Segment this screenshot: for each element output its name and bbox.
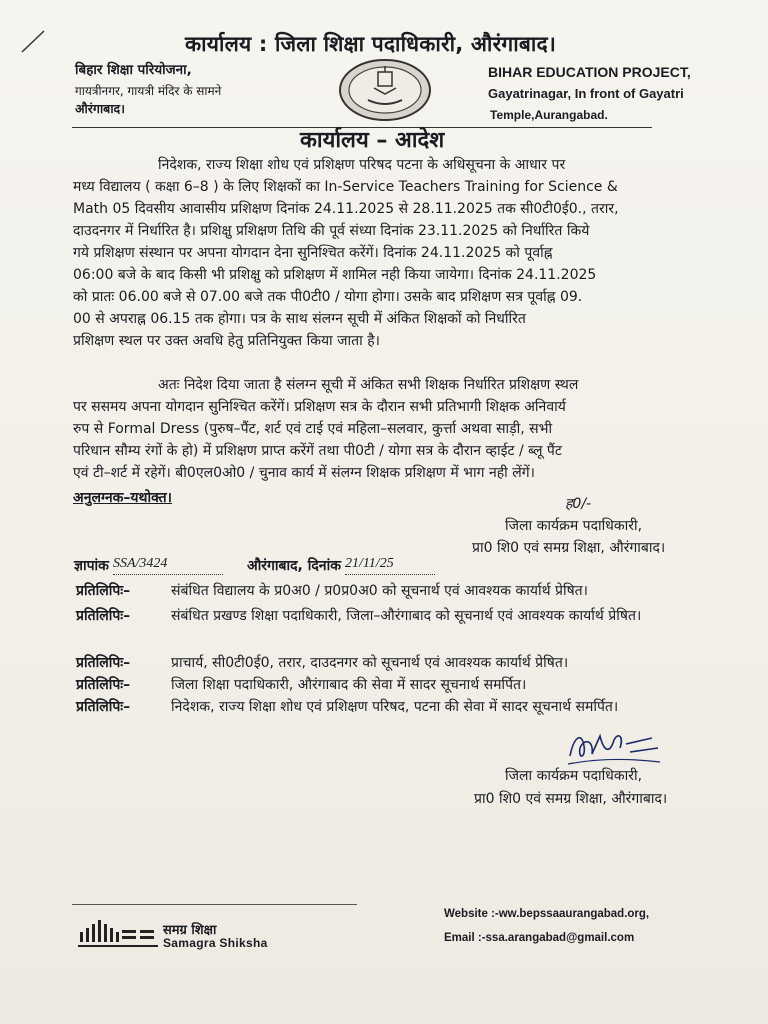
memo-place-date-label: औरंगाबाद, दिनांक — [246, 558, 341, 574]
footer-logo-english: Samagra Shiksha — [163, 936, 268, 950]
copy-label: प्रतिलिपिः– — [76, 699, 131, 715]
copy-label: प्रतिलिपिः– — [76, 608, 131, 624]
hindi-address-line-1: बिहार शिक्षा परियोजना, — [75, 62, 192, 78]
enclosure-note: अनुलग्नक–यथोक्त। — [73, 490, 172, 506]
copy-label: प्रतिलिपिः– — [76, 677, 131, 693]
footer-email[interactable]: Email :-ssa.arangabad@gmail.com — [444, 932, 635, 944]
footer-divider — [72, 904, 357, 905]
paragraph-line: 00 से अपराह्न 06.15 तक होगा। पत्र के साथ संलग्न सूची में अंकित शिक्षकों को निर्धारित — [73, 311, 526, 327]
memo-date: 21/11/25 — [345, 556, 435, 575]
paragraph-line: अतः निदेश दिया जाता है संलग्न सूची में अंकित सभी शिक्षक निर्धारित प्रशिक्षण स्थल — [158, 377, 579, 393]
copy-text: निदेशक, राज्य शिक्षा शोध एवं प्रशिक्षण परिषद, पटना की सेवा में सादर सूचनार्थ समर्पित। — [171, 699, 619, 715]
copy-label: प्रतिलिपिः– — [76, 583, 131, 599]
samagra-shiksha-logo-icon — [78, 920, 160, 950]
paragraph-line: मध्य विद्यालय ( कक्षा 6–8 ) के लिए शिक्षकों का In-Service Teachers Training for Science & — [73, 179, 618, 195]
paragraph-line: दाउदनगर में निर्धारित है। प्रशिक्षु प्रशिक्षण तिथि की पूर्व संध्या दिनांक 23.11.2025 को निर्धारित किये — [73, 223, 590, 239]
footer-website[interactable]: Website :-ww.bepssaaurangabad.org, — [444, 908, 650, 920]
paragraph-line: निदेशक, राज्य शिक्षा शोध एवं प्रशिक्षण परिषद पटना के अधिसूचना के आधार पर — [158, 157, 566, 173]
hindi-address-line-2: गायत्रीनगर, गायत्री मंदिर के सामने — [75, 84, 222, 98]
copy-item-3 — [76, 652, 726, 674]
copy-item-5 — [76, 696, 726, 718]
copy-text: जिला शिक्षा पदाधिकारी, औरंगाबाद की सेवा में सादर सूचनार्थ समर्पित। — [171, 677, 527, 693]
order-title: कार्यालय – आदेश — [300, 128, 445, 153]
signatory-organisation: प्रा0 शि0 एवं समग्र शिक्षा, औरंगाबाद। — [472, 540, 666, 556]
paragraph-line: Math 05 दिवसीय आवासीय प्रशिक्षण दिनांक 24.11.2025 से 28.11.2025 तक सी0टी0ई0., तरार, — [73, 201, 619, 217]
hindi-address-line-3: औरंगाबाद। — [75, 101, 125, 116]
paragraph-line: पर ससमय अपना योगदान सुनिश्चित करेंगें। प्रशिक्षण सत्र के दौरान सभी प्रतिभागी शिक्षक अनिवार्य — [73, 399, 566, 415]
paragraph-line: प्रशिक्षण स्थल पर उक्त अवधि हेतु प्रतिनियुक्त किया जाता है। — [73, 333, 380, 349]
copy-item-4 — [76, 674, 726, 696]
paragraph-line: परिधान सौम्य रंगों के हो) में प्रशिक्षण प्राप्त करेंगें तथा पी0टी / योगा सत्र के दौरान व्हाईट / ब्लू पैंट — [73, 443, 562, 459]
handwritten-initial: ह0/- — [565, 496, 592, 512]
signature-block-2-designation: जिला कार्यक्रम पदाधिकारी, — [505, 768, 643, 784]
signature-block-2-organisation: प्रा0 शि0 एवं समग्र शिक्षा, औरंगाबाद। — [474, 791, 668, 807]
english-address-line-1: BIHAR EDUCATION PROJECT, — [488, 64, 691, 80]
paragraph-line: एवं टी–शर्ट में रहेगें। बी0एल0ओ0 / चुनाव कार्य में संलग्न शिक्षक प्रशिक्षण में भाग नही लेंगें। — [73, 465, 535, 481]
copy-item-1 — [76, 580, 726, 602]
paragraph-line: रुप से Formal Dress (पुरुष–पैंट, शर्ट एवं टाई एवं महिला–सलवार, कुर्त्ता अथवा साड़ी, सभी — [73, 421, 553, 437]
handwritten-signature-icon — [560, 726, 670, 768]
paragraph-line: गये प्रशिक्षण संस्थान पर अपना योगदान देना सुनिश्चित करेंगें। दिनांक 24.11.2025 को पूर्वाह्न — [73, 245, 553, 261]
copy-text: संबंधित प्रखण्ड शिक्षा पदाधिकारी, जिला–औरंगाबाद को सूचनार्थ एवं आवश्यक कार्यार्थ प्रेषित। — [171, 608, 642, 624]
office-title: कार्यालय : जिला शिक्षा पदाधिकारी, औरंगाबाद। — [185, 32, 556, 56]
bihar-education-project-emblem-icon — [336, 58, 434, 122]
copy-item-2 — [76, 605, 726, 627]
order-paragraph-2 — [73, 374, 723, 484]
memo-line — [74, 556, 435, 575]
signature-block-1 — [505, 515, 642, 537]
english-address-line-2: Gayatrinagar, In front of Gayatri — [488, 86, 684, 101]
footer-logo-hindi: समग्र शिक्षा — [163, 923, 217, 938]
paragraph-line: 06:00 बजे के बाद किसी भी प्रशिक्षु को प्रशिक्षण में शामिल नही किया जायेगा। दिनांक 24.11.2025 — [73, 267, 597, 283]
copy-label: प्रतिलिपिः– — [76, 655, 131, 671]
english-address-line-3: Temple,Aurangabad. — [490, 108, 608, 122]
signatory-designation: जिला कार्यक्रम पदाधिकारी, — [505, 518, 643, 534]
paragraph-line: को प्रातः 06.00 बजे से 07.00 बजे तक पी0टी0 / योगा होगा। उसके बाद प्रशिक्षण सत्र पूर्वाह्न 09. — [73, 289, 583, 305]
pen-stroke-mark — [18, 28, 48, 56]
order-paragraph-1 — [73, 154, 723, 352]
memo-label: ज्ञापांक — [74, 558, 109, 574]
copy-text: संबंधित विद्यालय के प्र0अ0 / प्र0प्र0अ0 को सूचनार्थ एवं आवश्यक कार्यार्थ प्रेषित। — [171, 583, 588, 599]
copy-text: प्राचार्य, सी0टी0ई0, तरार, दाउदनगर को सूचनार्थ एवं आवश्यक कार्यार्थ प्रेषित। — [171, 655, 569, 671]
memo-number: SSA/3424 — [113, 556, 223, 575]
